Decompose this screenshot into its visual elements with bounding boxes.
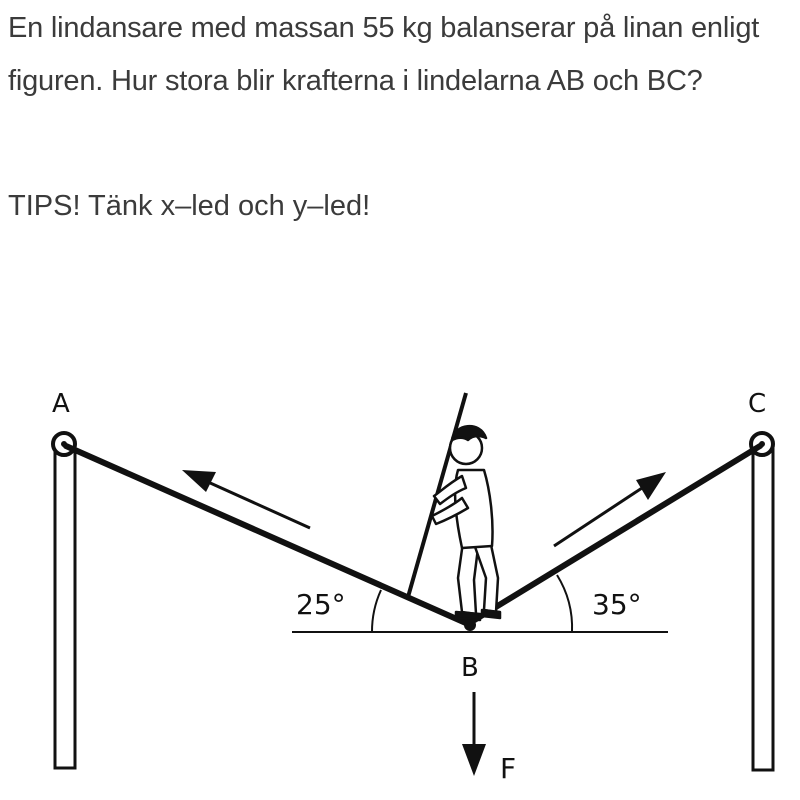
label-angle-left: 25° (296, 588, 346, 621)
label-force-f: F (500, 752, 517, 785)
tip-text: TIPS! Tänk x–led och y–led! (8, 190, 371, 222)
pole-a (53, 433, 75, 768)
question-text: En lindansare med massan 55 kg balanserar på linan enligt figuren. Hur stora blir krafterna i lindelarna AB och BC? (8, 12, 760, 97)
label-point-c: C (748, 389, 767, 419)
tightrope-walker (432, 426, 500, 620)
label-point-b: B (461, 653, 479, 683)
rope-ab (66, 446, 468, 624)
force-arrow-f (462, 692, 486, 776)
label-angle-right: 35° (592, 588, 642, 621)
force-arrow-ab (182, 470, 310, 528)
angle-arc-right (557, 575, 572, 632)
pole-c (751, 433, 773, 770)
label-point-a: A (52, 389, 70, 419)
point-b-knot (464, 619, 476, 631)
angle-arc-left (372, 590, 381, 632)
